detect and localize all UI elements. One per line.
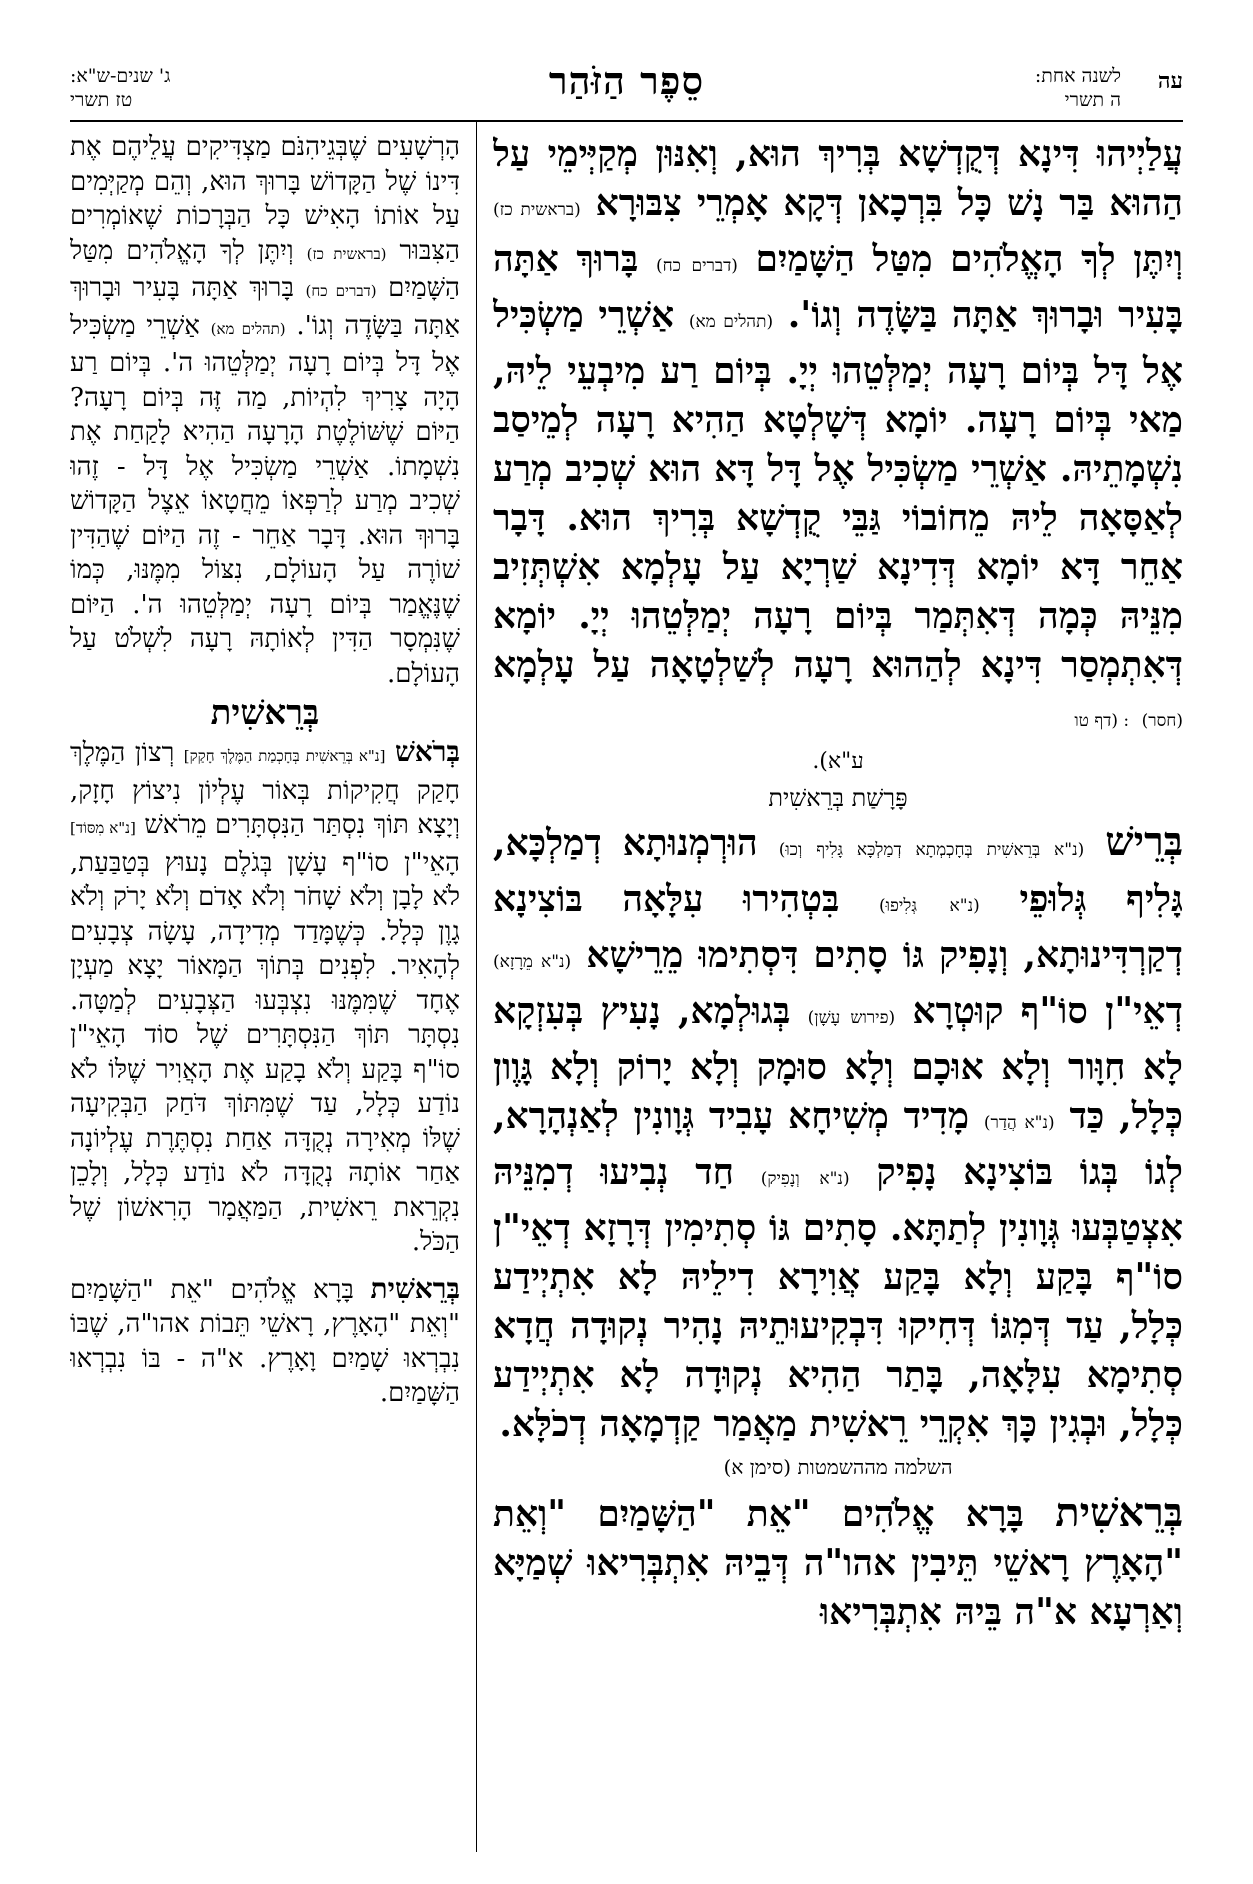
main-section-heading: פָּרָשַׁת בְּרֵאשִׁית (768, 784, 908, 812)
main-p2-ref6: (נ"א וְנָפִיק) (760, 1169, 850, 1189)
main-p3-text: בָּרָא אֱלֹהִים "אֵת "הַשָּׁמַיִם "וְאֵת "הָאָרֶץ רָאשֵׁי תֵּיבִין אהו"ה דְּבֵיהּ אִתְבְּרִיאוּ שְׁמַיָּא וְאַרְעָא א"ה בֵּיהּ אִתְבְּרִיאוּ (493, 1493, 1183, 1633)
main-p2-ref1: (נ"א בְּרֵאשִׁית בְּחָכְמְתָא דְמַלְכָּא גָּלִיף וְכוּ) (778, 840, 1085, 860)
main-p2-text6: חַד נְבִיעוּ דְמִנֵּיהּ אִצְטַבְּעוּ גְּוָונִין לְתַתָּא. סָתִים גּוֹ סְתִימִין דְּרָזָא דְאֵי"ן סוֹ"ף בָּקַע וְלָא בָּקַע אֲוִירָא דִילֵיהּ לָא אִתְיְידַע כְּלָל, עַד דְּמִגּוֹ דְּחִיקוּ דִּבְקִיעוּתֵיהּ נָהִיר נְקוּדָה חֲדָא סְתִימָא עִלָּאָה, בָּתַר הַהִיא נְקוּדָה לָא אִתְיְידַע כְּלָל, וּבְגִין כָּךְ אִקְרֵי רֵאשִׁית מַאֲמַר קַדְמָאָה דְכֹלָּא. (493, 1151, 1183, 1445)
main-p1-ref1: (בראשית כז) (493, 200, 581, 220)
page-marker: עה (1157, 68, 1183, 94)
main-p3-lead: בְּרֵאשִׁית (1055, 1489, 1183, 1536)
main-column (493, 130, 1183, 1850)
side-p2-ref1: [נ"א בְּרֵאשִׁית בְּחָכְמַת הַמֶּלֶךְ חָקַק] (183, 747, 386, 765)
main-p1-text: עֲלַיְיהוּ דִּינָא דְּקֻדְשָׁא בְּרִיךְ הוּא, וְאִנּוּן מְקַיְּימֵי עַל הַהוּא בַּר נָשׁ כָּל בִּרְכָאן דְּקָא אָמְרֵי צִבּוּרָא (493, 133, 1183, 224)
main-p2-text4: בְּגוּלְמָא, נָעִיץ בְּעִזְקָא לָא חִוָּור וְלָא אוּכָם וְלָא סוּמָק וְלָא יָרוֹק וְלָא גָּוֶון כְּלָל, כַּד (493, 990, 1183, 1137)
header-right-line2: ה תשרי (1064, 89, 1121, 111)
main-p1-end: : (דף טו (1074, 711, 1130, 731)
main-p2-ref4: (פירוש עָשָׁן) (807, 1008, 896, 1028)
header-left-line1: ג' שנים-ש"א: (70, 65, 171, 87)
main-p1-endline: ע"א). (812, 749, 864, 774)
side-p3-text: בָּרָא אֱלֹהִים "אֵת "הַשָּׁמַיִם "וְאֵת "הָאָרֶץ, רָאשֵׁי תֵּבוֹת אהו"ה, שֶׁבּוֹ נִבְרְאוּ שָׁמַיִם וָאָרֶץ. א"ה - בּוֹ נִבְרְאוּ הַשָּׁמַיִם. (70, 1274, 460, 1408)
side-p1-text: הָרְשָׁעִים שֶׁבְּגֵיהִנֹּם מַצְדִּיקִים עֲלֵיהֶם אֶת דִּינוֹ שֶׁל הַקָּדוֹשׁ בָּרוּךְ הוּא, וְהֵם מְקַיְּמִים עַל אוֹתוֹ הָאִישׁ כָּל הַבְּרָכוֹת שֶׁאוֹמְרִים הַצִּבּוּר (70, 132, 460, 266)
side-p1-text3: בָּרוּךְ אַתָּה בָּעִיר וּבָרוּךְ אַתָּה בַּשָּׂדֶה וְגוֹ'. (70, 273, 460, 341)
main-p2-text2: בִּטְהִירוּ עִלָּאָה בּוֹצִינָא דְקַרְדִּינוּתָא, וְנָפִיק גּוֹ סָתִים דִּסְתִימוּ מֵרֵישָׁא (493, 878, 1183, 976)
side-p3-lead: בְּרֵאשִׁית (370, 1271, 460, 1305)
side-paragraph-1 (70, 130, 460, 691)
main-p2-ref2: (נ"א גְּלִיפוּ) (879, 896, 980, 916)
main-paragraph-1 (493, 130, 1183, 746)
main-p1-ref2: (דברים כח) (655, 256, 738, 276)
main-p2-text5: מָדִיד מְשִׁיחָא עָבִיד גְּוָונִין לְאַנְהָרָא, לְגוֹ בְּגוֹ בּוֹצִינָא נָפִיק (493, 1095, 1183, 1193)
side-p1-text2: וְיִתֶּן לְךָ הָאֱלֹהִים מִטַּל הַשָּׁמַיִם (70, 235, 460, 303)
side-p2-text2: הָאֵי"ן סוֹ"ף עָשָׁן בְּגֹלֶם נָעוּץ בְּטַבַּעַת, לֹא לָבָן וְלֹא שָׁחֹר וְלֹא אָדֹם וְלֹא יָרֹק וְלֹא גָוֶן כְּלָל. כְּשֶׁמָּדַד מְדִידָה, עָשָׂה צְבָעִים לְהָאִיר. לִפְנִים בְּתוֹךְ הַמָּאוֹר יָצָא מַעְיָן אֶחָד שֶׁמִּמֶּנּוּ נִצְבְּעוּ הַצְּבָעִים לְמַטָּה. נִסְתָּר תּוֹךְ הַנִּסְתָּרִים שֶׁל סוֹד הָאֵי"ן סוֹ"ף בָּקַע וְלֹא בָקַע אֶת הָאֲוִיר שֶׁלּוֹ לֹא נוֹדַע כְּלָל, עַד שֶׁמִּתּוֹךְ דֹּחַק הַבְּקִיעָה שֶׁלּוֹ מְאִירָה נְקֻדָּה אַחַת נִסְתֶּרֶת עֶלְיוֹנָה אַחַר אוֹתָהּ נְקֻדָּה לֹא נוֹדַע כְּלָל, וְלָכֵן נִקְרֵאת רֵאשִׁית, הַמַּאֲמָר הָרִאשׁוֹן שֶׁל הַכֹּל. (70, 847, 460, 1257)
header-rule (70, 120, 1183, 122)
main-p2-text1: הוּרְמְנוּתָא דְמַלְכָּא, גָּלִיף גְּלוּפֵי (493, 822, 1183, 920)
side-p2-lead: בְּרֹאשׁ (394, 735, 460, 768)
column-divider (476, 122, 477, 1852)
main-paragraph-3 (493, 1488, 1183, 1637)
page-title: סֵפֶר הַזֹּהַר (548, 58, 705, 103)
main-note: השלמה מההשמטות (סימן א) (723, 1455, 953, 1479)
side-section-heading: בְּרֵאשִׁית (210, 693, 320, 733)
main-p2-ref3: (נ"א מֵרָזָא) (493, 952, 572, 972)
side-p1-ref3: (תהלים מא) (210, 319, 286, 338)
side-gap (70, 1260, 460, 1272)
side-paragraph-2 (70, 735, 460, 1260)
side-p1-ref2: (דברים כח) (305, 282, 377, 300)
main-p1-text3: בָּרוּךְ אַתָּה בָּעִיר וּבָרוּךְ אַתָּה בַּשָּׂדֶה וְגוֹ'. (493, 238, 1183, 336)
side-p2-text1: רְצוֹן הַמֶּלֶךְ חָקַק חֲקִיקוֹת בְּאוֹר עֶלְיוֹן נִיצוֹץ חָזָק, וְיָצָא תּוֹךְ נִסְתַּר הַנִּסְתָּרִים מֵרֹאשׁ (70, 738, 460, 840)
side-paragraph-3 (70, 1272, 460, 1411)
page-header (70, 58, 1183, 122)
side-p1-text4: אַשְׁרֵי מַשְׂכִּיל אֶל דָּל בְּיוֹם רָעָה יְמַלְּטֵהוּ ה'. בְּיוֹם רַע הָיָה צָרִיךְ לִהְיוֹת, מַה זֶּה בְּיוֹם רָעָה? הַיּוֹם שֶׁשּׁוֹלֶטֶת הָרָעָה הַהִיא לָקַחַת אֶת נִשְׁמָתוֹ. אַשְׁרֵי מַשְׂכִּיל אֶל דָּל - זֶהוּ שְׁכִיב מְרַע לְרַפְּאוֹ מֵחֲטָאוֹ אֵצֶל הַקָּדוֹשׁ בָּרוּךְ הוּא. דָּבָר אַחֵר - זֶה הַיּוֹם שֶׁהַדִּין שׁוֹרֶה עַל הָעוֹלָם, נִצּוֹל מִמֶּנּוּ, כְּמוֹ שֶׁנֶּאֱמַר בְּיוֹם רָעָה יְמַלְּטֵהוּ ה'. הַיּוֹם שֶׁנִּמְסָר הַדִּין לְאוֹתָהּ רָעָה לִשְׁלֹט עַל הָעוֹלָם. (70, 310, 460, 689)
main-paragraph-2 (493, 817, 1183, 1449)
main-p2-text3: דְאֵי"ן סוֹ"ף קוּטְרָא (912, 990, 1183, 1032)
translation-column (70, 130, 460, 1850)
side-p1-ref1: (בראשית כז) (306, 244, 387, 263)
header-left-line2: טז תשרי (70, 89, 133, 111)
main-p1-text4: אַשְׁרֵי מַשְׂכִּיל אֶל דָּל בְּיוֹם רָעָה יְמַלְּטֵהוּ יְיָ. בְּיוֹם רַע מִיבְעֵי לֵיהּ, מַאי בְּיוֹם רָעָה. יוֹמָא דְּשָׁלְטָא הַהִיא רָעָה לְמֵיסַב נִשְׁמָתֵיהּ. אַשְׁרֵי מַשְׂכִּיל אֶל דָּל דָּא הוּא שְׁכִיב מְרַע לְאַסָּאָה לֵיהּ מֵחוֹבוֹי גַּבֵּי קֻדְשָׁא בְּרִיךְ הוּא. דָּבָר אַחֵר דָּא יוֹמָא דְּדִינָא שַׁרְיָא עַל עָלְמָא אִשְׁתְּזִיב מִנֵּיהּ כְּמָה דְּאִתְּמַר בְּיוֹם רָעָה יְמַלְּטֵהוּ יְיָ. יוֹמָא דְּאִתְמְסַר דִּינָא לְהַהוּא רָעָה לְשַׁלְטָאָה עַל עָלְמָא (493, 294, 1183, 686)
header-right-line1: לשנה אחת: (1034, 65, 1121, 87)
header-left-info (70, 64, 170, 112)
main-p1-ref4: (חסר) (1141, 711, 1183, 731)
side-p2-ref2: [נ"א מִסּוֹד] (70, 819, 136, 837)
main-p2-ref5: (נ"א הֲדַר) (983, 1113, 1055, 1133)
main-p1-text2: וְיִתֶּן לְךָ הָאֱלֹהִים מִטַּל הַשָּׁמַיִם (755, 238, 1183, 280)
main-p1-ref3: (תהלים מא) (688, 312, 774, 332)
main-p2-lead: בְּרֵישׁ (1105, 818, 1183, 865)
